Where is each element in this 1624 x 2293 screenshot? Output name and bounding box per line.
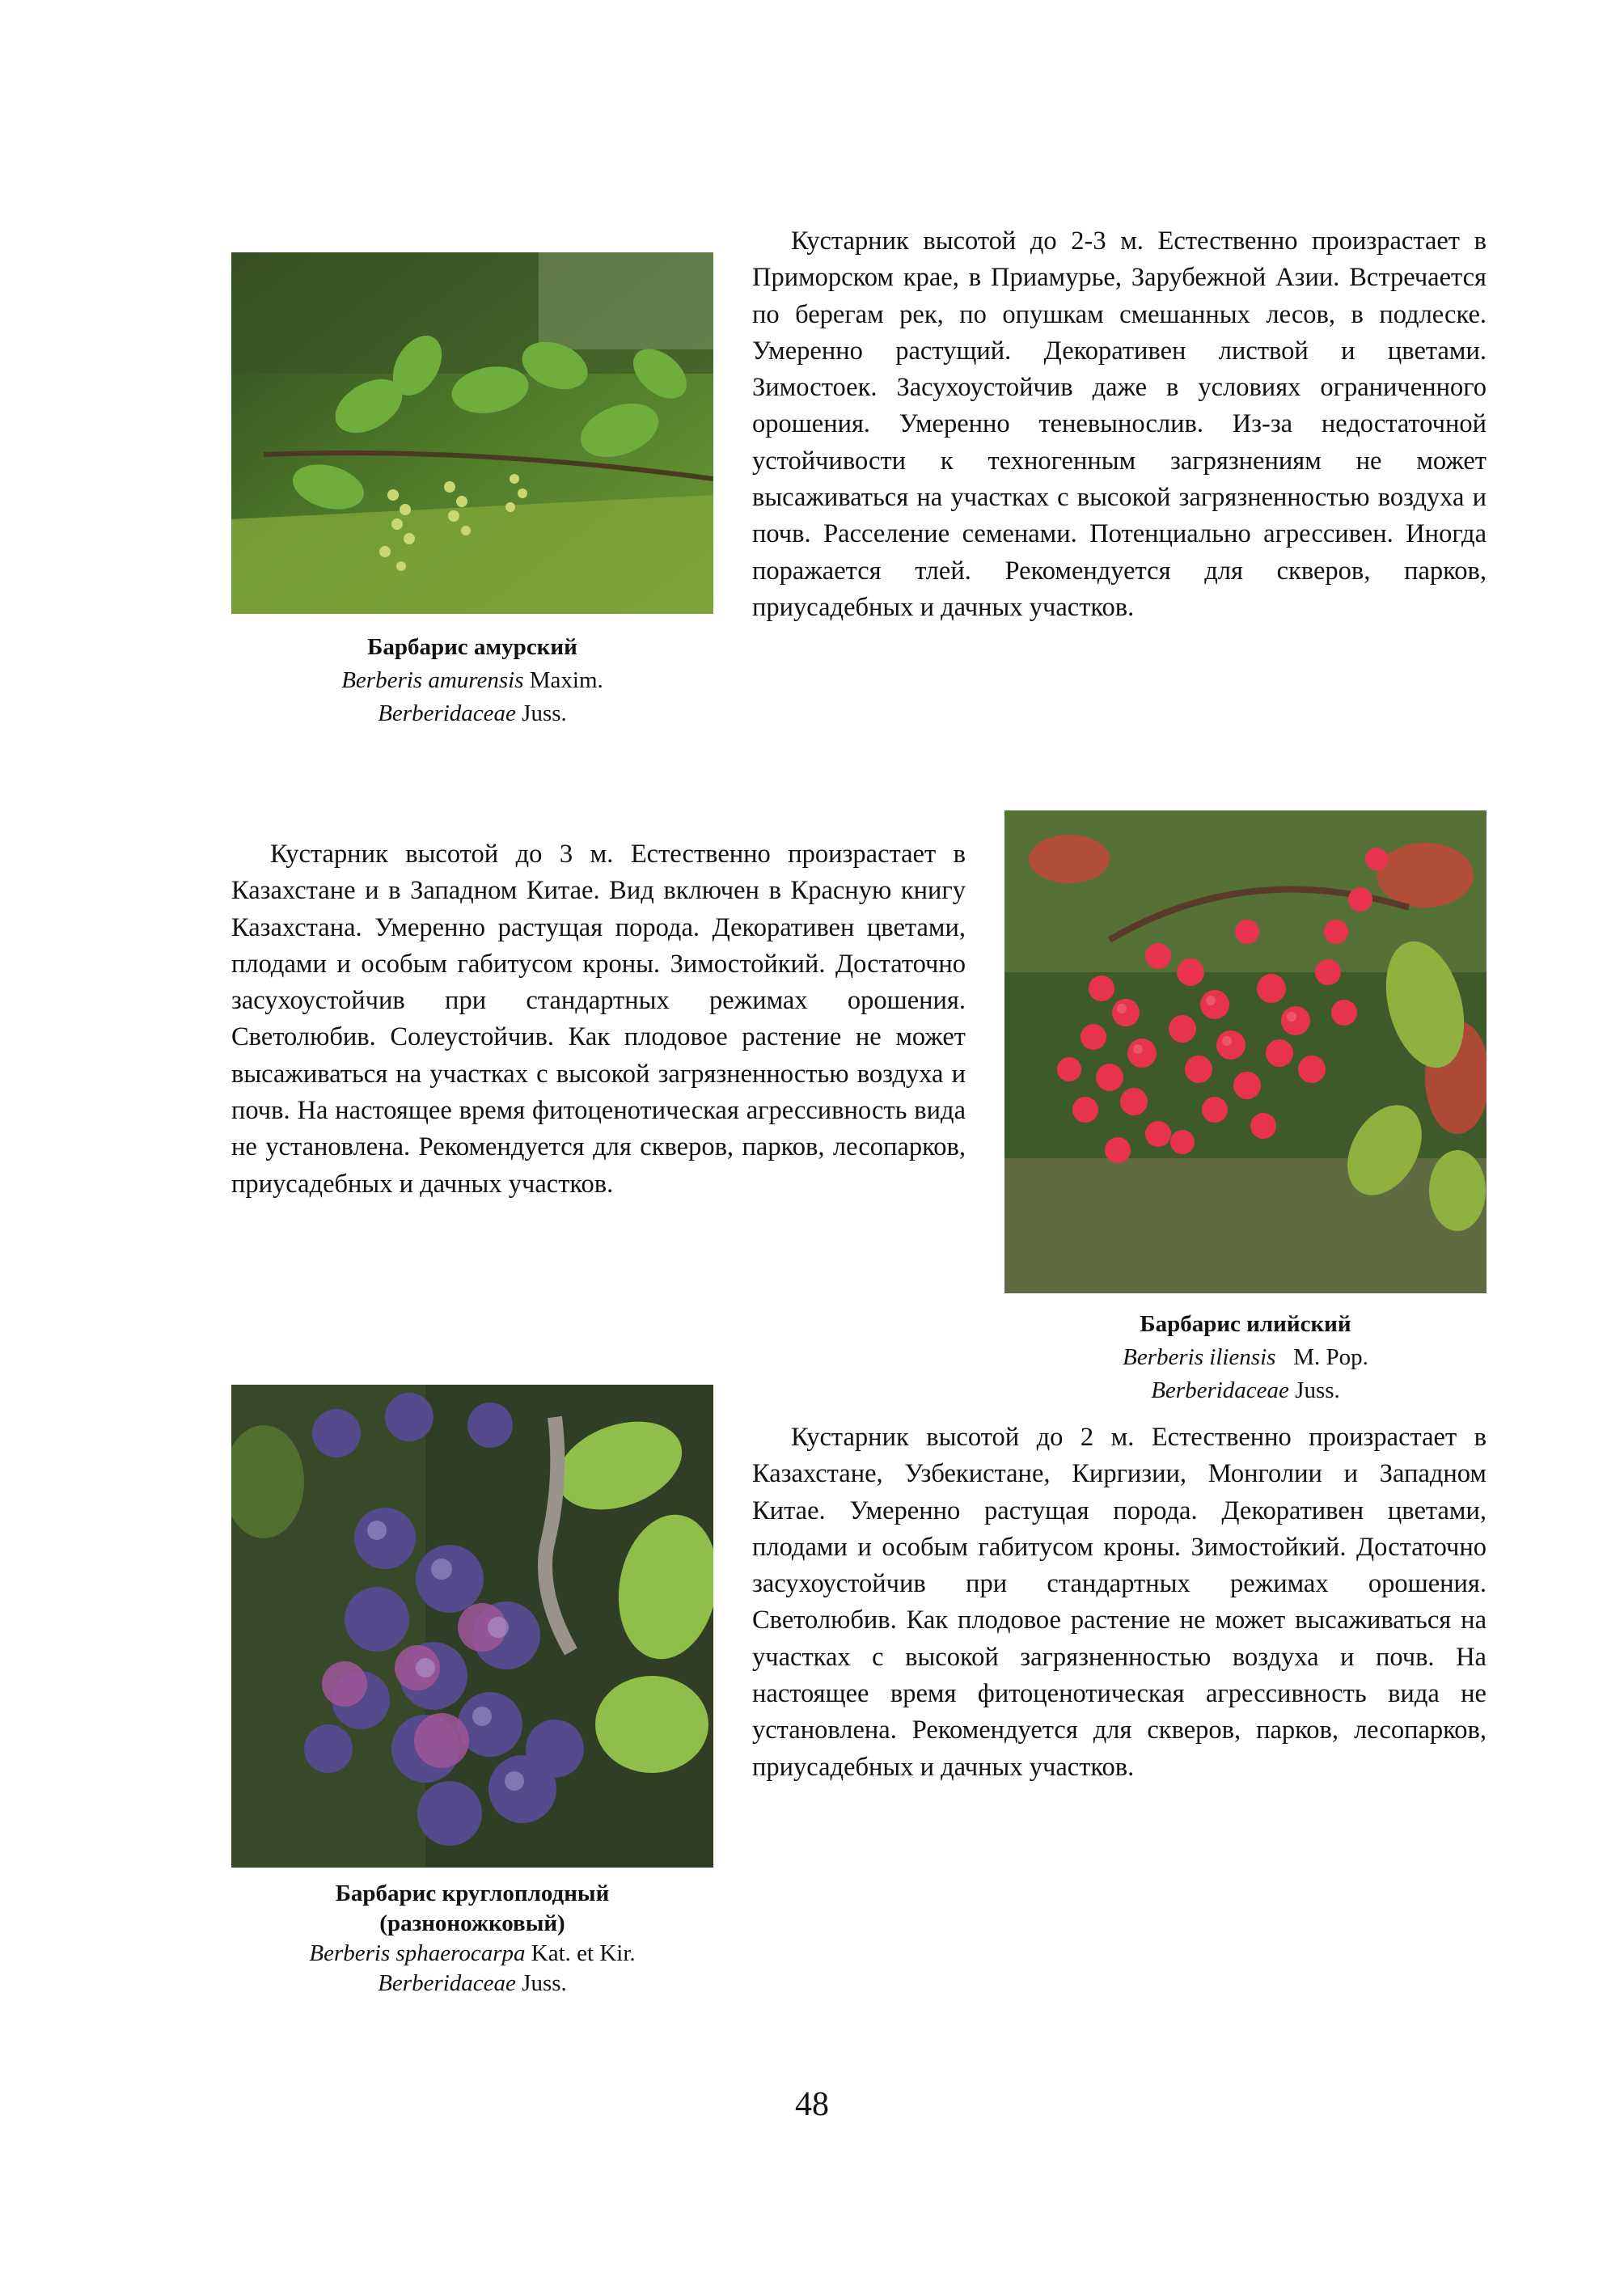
caption-berberis-amurensis [231,631,713,730]
photo-berberis-sphaerocarpa [231,1385,713,1868]
species-latin-name: Berberis iliensis M. Pop. [1123,1344,1368,1370]
description-berberis-sphaerocarpa: Кустарник высотой до 2 м. Естественно произрастает в Казахстане, Узбекистане, Киргизии, Монголии и Западном Китае. Умеренно растущая порода. Декоративен цветами, плодами и особым габитусом кроны. Зимостойкий. Достаточно засухоустойчив при стандартных режимах орошения. Светолюбив. Как плодовое растение не может высаживаться на участках с высокой загрязненностью воздуха и почв. На настоящее время фитоценотическая агрессивность вида не установлена. Рекомендуется для скверов, парков, лесопарков, приусадебных и дачных участков. [752,1423,1487,1782]
photo-berberis-amurensis [231,252,713,614]
species-family: Berberidaceae Juss. [1151,1377,1340,1403]
species-family: Berberidaceae Juss. [378,700,567,726]
species-common-name: Барбарис илийский [1140,1311,1351,1337]
species-latin-name: Berberis sphaerocarpa Kat. et Kir. [309,1940,636,1966]
species-common-name: Барбарис амурский [367,634,577,660]
species-common-name-alt: (разноножковый) [379,1910,565,1936]
description-berberis-amurensis: Кустарник высотой до 2-3 м. Естественно произрастает в Приморском крае, в Приамурье, Зарубежной Азии. Встречается по берегам рек, по опушкам смешанных лесов, в подлеске. Умеренно растущий. Декоративен листвой и цветами. Зимостоек. Засухоустойчив даже в условиях ограниченного орошения. Умеренно теневынослив. Из-за недостаточной устойчивости к техногенным загрязнениям не может высаживаться на участках с высокой загрязненностью воздуха и почв. Расселение семенами. Потенциально агрессивен. Иногда поражается тлей. Рекомендуется для скверов, парков, приусадебных и дачных участков. [752,226,1487,622]
caption-berberis-iliensis [1004,1308,1487,1407]
description-berberis-iliensis: Кустарник высотой до 3 м. Естественно произрастает в Казахстане и в Западном Китае. Вид включен в Красную книгу Казахстана. Умеренно растущая порода. Декоративен цветами, плодами и особым габитусом кроны. Зимостойкий. Достаточно засухоустойчив при стандартных режимах орошения. Светолюбив. Солеустойчив. Как плодовое растение не может высаживаться на участках с высокой загрязненностью воздуха и почв. На настоящее время фитоценотическая агрессивность вида не установлена. Рекомендуется для скверов, парков, лесопарков, приусадебных и дачных участков. [231,840,966,1199]
page-number: 48 [795,2086,829,2123]
species-common-name: Барбарис круглоплодный [335,1881,610,1906]
caption-berberis-sphaerocarpa [231,1879,713,1999]
photo-berberis-iliensis [1004,810,1487,1293]
species-latin-name: Berberis amurensis Maxim. [341,667,603,693]
species-family: Berberidaceae Juss. [378,1970,567,1996]
